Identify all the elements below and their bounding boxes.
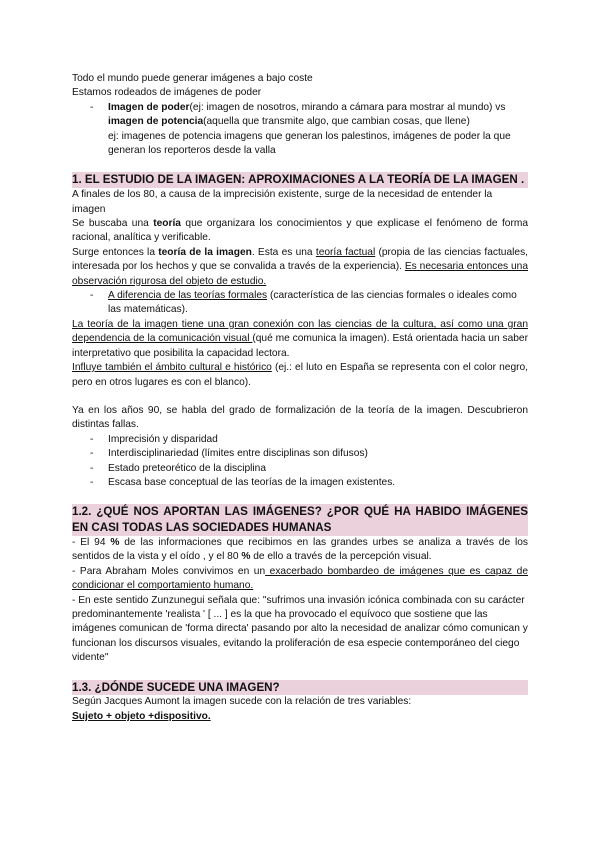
paragraph: Se buscaba una teoría que organizara los conocimientos y que explicase el fenómeno de forma racional, analítica y verificable. [72, 218, 529, 244]
paragraph: La teoría de la imagen tiene una gran conexión con las ciencias de la cultura, así como una gran dependencia de la comunicación visual (qué me comunica la imagen). Está orientada hacia un saber interpretativo que posibilita la capacidad lectora. [72, 318, 528, 359]
intro-line-2: Estamos rodeados de imágenes de poder [72, 87, 262, 99]
paragraph: - Para Abraham Moles convivimos en un exacerbado bombardeo de imágenes que es capaz de condicionar el comportamiento humano. [72, 565, 528, 592]
term-imagen-de-potencia: imagen de potencia [108, 116, 204, 128]
list-item: - Interdisciplinariedad (límites entre disciplinas son difusos) [72, 447, 528, 461]
formula: Sujeto + objeto +dispositivo. [72, 710, 211, 722]
list-item: - Imagen de poder(ej: imagen de nosotros, mirando a cámara para mostrar al mundo) vs imagen de potencia(aquella que transmite algo, que cambian cosas, que llene) [72, 101, 528, 130]
section-1-heading: 1. EL ESTUDIO DE LA IMAGEN: APROXIMACIONES A LA TEORÍA DE LA IMAGEN . [72, 172, 528, 188]
fallas-list [72, 433, 528, 491]
formal-list [72, 289, 528, 318]
list-item: - Estado preteorético de la disciplina [72, 462, 528, 476]
paragraph-quote: - En este sentido Zunzunegui señala que: "sufrimos una invasión icónica combinada con su carácter predominantemente 'realista ' [ ... ] es la que ha provocado el equívoco que sostiene que las imágenes comunican de 'forma directa' pasando por alto la necesidad de analizar cómo comunican y funcionan los discursos visuales, evitando la proliferación de esa especie contemporáneo del ciego vidente" [72, 594, 528, 664]
intro-list [72, 101, 528, 130]
section-2-heading: 1.2. ¿QUÉ NOS APORTAN LAS IMÁGENES? ¿POR QUÉ HA HABIDO IMÁGENES EN CASI TODAS LAS SOCIEDADES HUMANAS [72, 505, 528, 535]
paragraph: A finales de los 80, a causa de la imprecisión existente, surge de la necesidad de entender la imagen [72, 189, 493, 215]
paragraph: - El 94 % de las informaciones que recibimos en las grandes urbes se analiza a través de los sentidos de la vista y el oído , y el 80 % de ello a través de la percepción visual. [72, 536, 528, 563]
paragraph: Influye también el ámbito cultural e histórico (ej.: el luto en España se representa con el color negro, pero en otros lugares es con el blanco). [72, 362, 528, 388]
term-imagen-de-poder: Imagen de poder [108, 101, 190, 113]
intro-example: ej: imagenes de potencia imagens que generan los palestinos, imágenes de poder la que generan los reporteros desde la valla [108, 130, 511, 157]
paragraph: Según Jacques Aumont la imagen sucede con la relación de tres variables: [72, 696, 412, 708]
paragraph: Surge entonces la teoría de la imagen. Esta es una teoría factual (propia de las ciencias factuales, interesada por los hechos y que se convalida a través de la experiencia). Es necesaria entonces una observación rigurosa del objeto de estudio. [72, 246, 528, 287]
list-item: - A diferencia de las teorías formales (característica de las ciencias formales o ideales como las matemáticas). [72, 289, 528, 318]
list-item: - Escasa base conceptual de las teorías de la imagen existentes. [72, 476, 528, 490]
section-3-heading: 1.3. ¿DÓNDE SUCEDE UNA IMAGEN? [72, 680, 528, 696]
list-item: - Imprecisión y disparidad [72, 433, 528, 447]
intro-line-1: Todo el mundo puede generar imágenes a bajo coste [72, 73, 313, 84]
paragraph: Ya en los años 90, se habla del grado de formalización de la teoría de la imagen. Descubrieron distintas fallas. [72, 404, 528, 431]
document-page [72, 72, 528, 724]
